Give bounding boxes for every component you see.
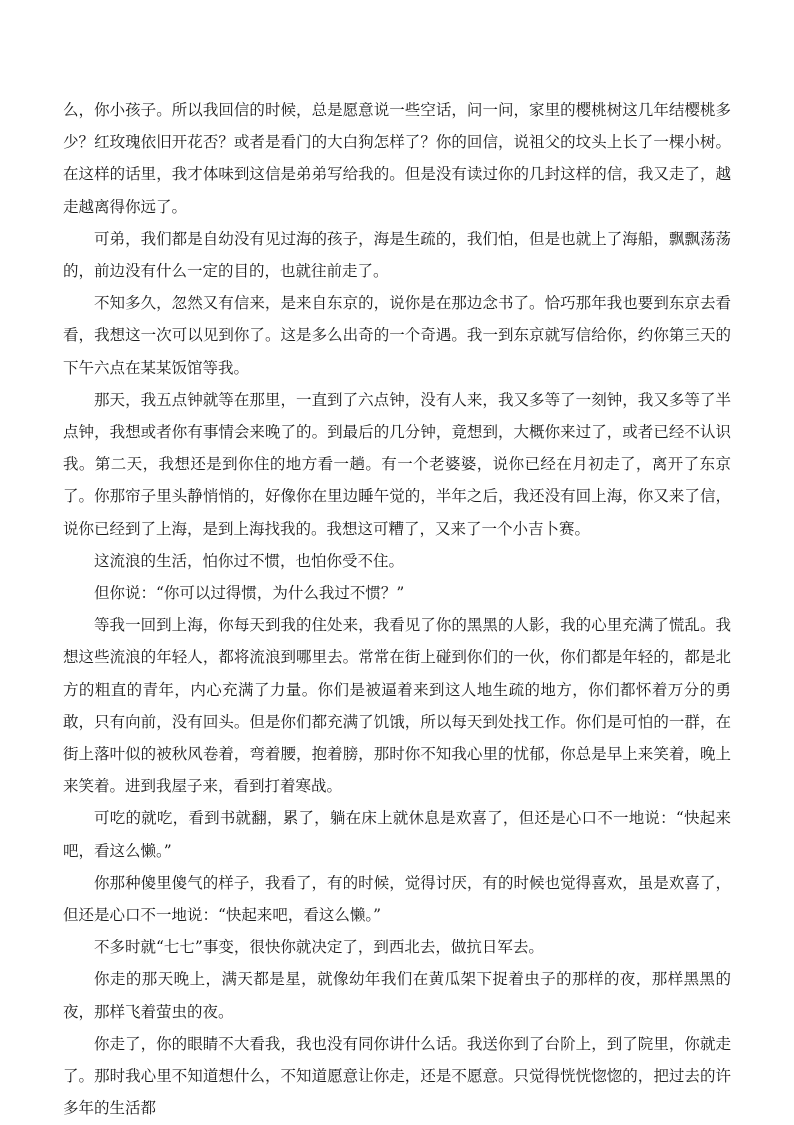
paragraph-12: 你走了，你的眼睛不大看我，我也没有同你讲什么话。我送你到了台阶上，到了院里，你就走了。那时我心里不知道想什么，不知道愿意让你走，还是不愿意。只觉得恍恍惚惚的，把过去的许多年的生活都: [63, 1034, 731, 1118]
paragraph-1: 么，你小孩子。所以我回信的时候，总是愿意说一些空话，问一问，家里的樱桃树这几年结樱桃多少？红玫瑰依旧开花否？或者是看门的大白狗怎样了？你的回信，说祖父的坟头上长了一棵小树。在这样的话里，我才体味到这信是弟弟写给我的。但是没有读过你的几封这样的信，我又走了，越走越离得你远了。: [63, 101, 731, 216]
paragraph-2: 可弟，我们都是自幼没有见过海的孩子，海是生疏的，我们怕，但是也就上了海船，飘飘荡荡的，前边没有什么一定的目的，也就往前走了。: [63, 229, 731, 281]
paragraph-7: 等我一回到上海，你每天到我的住处来，我看见了你的黑黑的人影，我的心里充满了慌乱。我想这些流浪的年轻人，都将流浪到哪里去。常常在街上碰到你们的一伙，你们都是年轻的，都是北方的粗直的青年，内心充满了力量。你们是被逼着来到这人地生疏的地方，你们都怀着万分的勇敢，只有向前，没有回头。但是你们都充满了饥饿，所以每天到处找工作。你们是可怕的一群，在街上落叶似的被秋风卷着，弯着腰，抱着膀，那时你不知我心里的忧郁，你总是早上来笑着，晚上来笑着。进到我屋子来，看到打着寒战。: [63, 616, 731, 796]
paragraph-5: 这流浪的生活，怕你过不惯，也怕你受不住。: [94, 551, 405, 570]
paragraph-3: 不知多久，忽然又有信来，是来自东京的，说你是在那边念书了。恰巧那年我也要到东京去看看，我想这一次可以见到你了。这是多么出奇的一个奇遇。我一到东京就写信给你，约你第三天的下午六点在某某饭馆等我。: [63, 294, 731, 377]
paragraph-8: 可吃的就吃，看到书就翻，累了，躺在床上就休息是欢喜了，但还是心口不一地说：“快起来吧，看这么懒。”: [63, 809, 731, 860]
paragraph-9: 你那种傻里傻气的样子，我看了，有的时候，觉得讨厌，有的时候也觉得喜欢，虽是欢喜了，但还是心口不一地说：“快起来吧，看这么懒。”: [63, 873, 731, 925]
body-text: [63, 94, 731, 1125]
paragraph-10: 不多时就“七七”事变，很快你就决定了，到西北去，做抗日军去。: [94, 938, 544, 957]
paragraph-11: 你走的那天晚上，满天都是星，就像幼年我们在黄瓜架下捉着虫子的那样的夜，那样黑黑的夜，那样飞着萤虫的夜。: [63, 970, 731, 1021]
paragraph-6: 但你说：“你可以过得惯，为什么我过不惯？”: [94, 584, 405, 603]
paragraph-4: 那天，我五点钟就等在那里，一直到了六点钟，没有人来，我又多等了一刻钟，我又多等了半点钟，我想或者你有事情会来晚了的。到最后的几分钟，竟想到，大概你来过了，或者已经不认识我。第二天，我想还是到你住的地方看一趟。有一个老婆婆，说你已经在月初走了，离开了东京了。你那帘子里头静悄悄的，好像你在里边睡午觉的，半年之后，我还没有回上海，你又来了信，说你已经到了上海，是到上海找我的。我想这可糟了，又来了一个小吉卜赛。: [63, 390, 731, 538]
